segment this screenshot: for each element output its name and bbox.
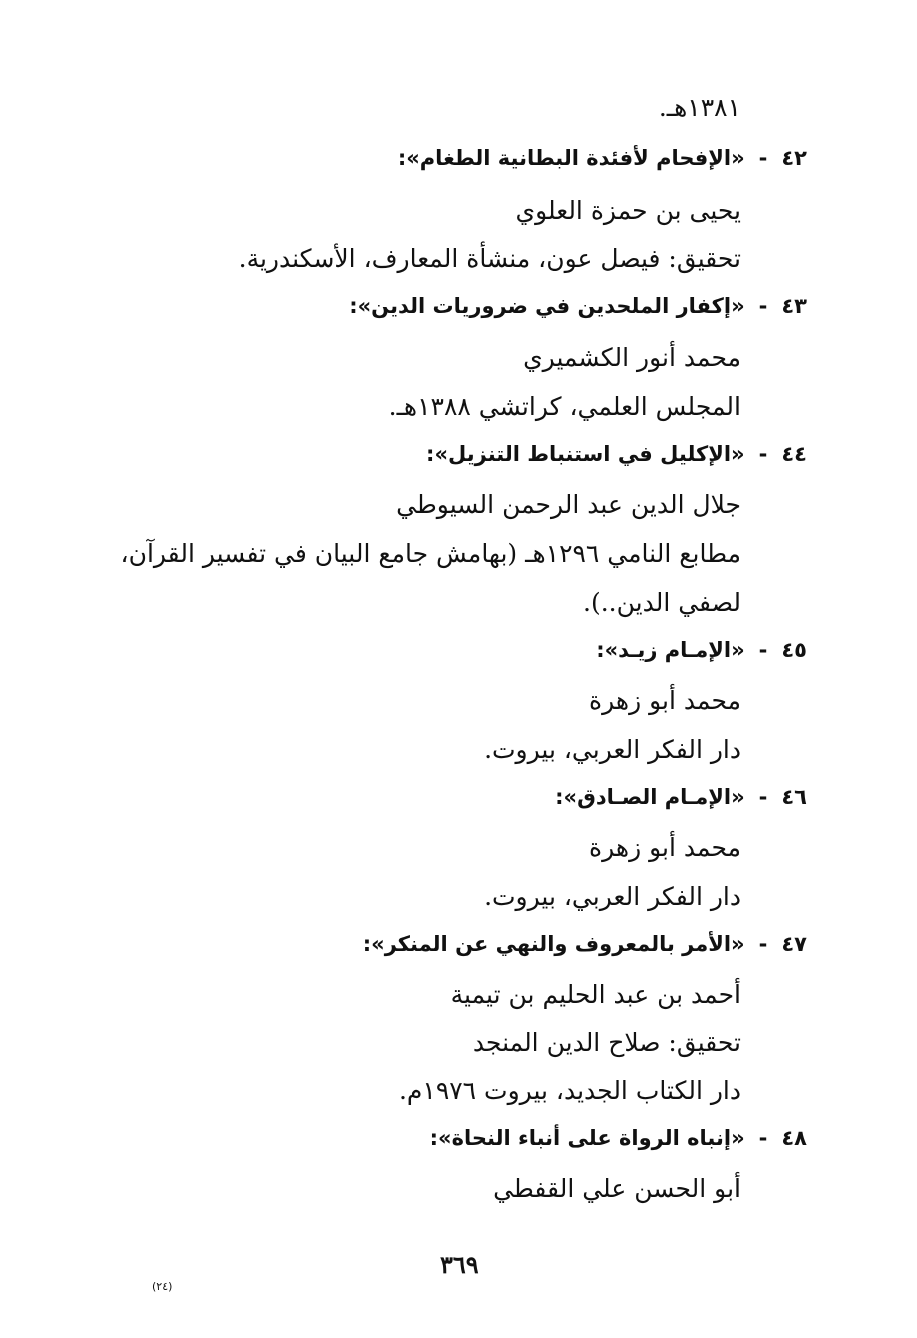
entry-editor: تحقيق: صلاح الدين المنجد (472, 1028, 741, 1057)
entry-title: «إنباه الرواة على أنباء النحاة»: (429, 1126, 745, 1150)
page-number: ٣٦٩ (440, 1250, 479, 1279)
bibliography-entry (596, 640, 807, 661)
entry-author: أبو الحسن علي القفطي (493, 1174, 741, 1203)
bibliography-entry (426, 444, 807, 465)
entry-author: جلال الدين عبد الرحمن السيوطي (396, 490, 741, 519)
bibliography-entry (349, 296, 807, 317)
entry-dash: - (758, 1126, 768, 1150)
entry-publisher-continued: لصفي الدين..). (583, 588, 741, 617)
entry-number: ٤٢ (781, 146, 807, 170)
entry-number: ٤٥ (781, 638, 807, 662)
bibliography-entry (555, 787, 807, 808)
entry-publisher: تحقيق: فيصل عون، منشأة المعارف، الأسكندرية. (238, 244, 741, 273)
continuation-line: ١٣٨١هـ. (658, 93, 741, 122)
entry-author: يحيى بن حمزة العلوي (515, 196, 741, 225)
entry-author: أحمد بن عبد الحليم بن تيمية (450, 980, 741, 1009)
entry-title: «الإكليل في استنباط التنزيل»: (426, 442, 745, 466)
entry-number: ٤٣ (781, 294, 807, 318)
entry-publisher: مطابع النامي ١٢٩٦هـ (بهامش جامع البيان في تفسير القرآن، (120, 539, 741, 568)
entry-title: «الأمر بالمعروف والنهي عن المنكر»: (362, 932, 745, 956)
bibliography-entry (398, 148, 807, 169)
entry-dash: - (758, 638, 768, 662)
signature-mark: (٢٤) (152, 1280, 173, 1293)
entry-dash: - (758, 932, 768, 956)
entry-title: «الإفحام لأفئدة البطانية الطغام»: (397, 146, 745, 170)
entry-dash: - (758, 294, 768, 318)
entry-title: «إكفار الملحدين في ضروريات الدين»: (349, 294, 745, 318)
entry-title: «الإمـام زيـد»: (596, 638, 745, 662)
entry-number: ٤٨ (781, 1126, 807, 1150)
entry-number: ٤٦ (781, 785, 807, 809)
bibliography-entry (430, 1128, 807, 1149)
entry-author: محمد أبو زهرة (589, 686, 741, 715)
entry-dash: - (758, 785, 768, 809)
entry-dash: - (758, 442, 768, 466)
bibliography-entry (363, 934, 807, 955)
entry-number: ٤٧ (781, 932, 807, 956)
entry-publisher: دار الفكر العربي، بيروت. (484, 735, 741, 764)
entry-publisher: المجلس العلمي، كراتشي ١٣٨٨هـ. (388, 392, 741, 421)
entry-dash: - (758, 146, 768, 170)
entry-publisher: دار الفكر العربي، بيروت. (484, 882, 741, 911)
entry-publisher: دار الكتاب الجديد، بيروت ١٩٧٦م. (398, 1076, 741, 1105)
entry-author: محمد أنور الكشميري (523, 343, 741, 372)
entry-author: محمد أبو زهرة (589, 833, 741, 862)
entry-title: «الإمـام الصـادق»: (555, 785, 745, 809)
entry-number: ٤٤ (781, 442, 807, 466)
